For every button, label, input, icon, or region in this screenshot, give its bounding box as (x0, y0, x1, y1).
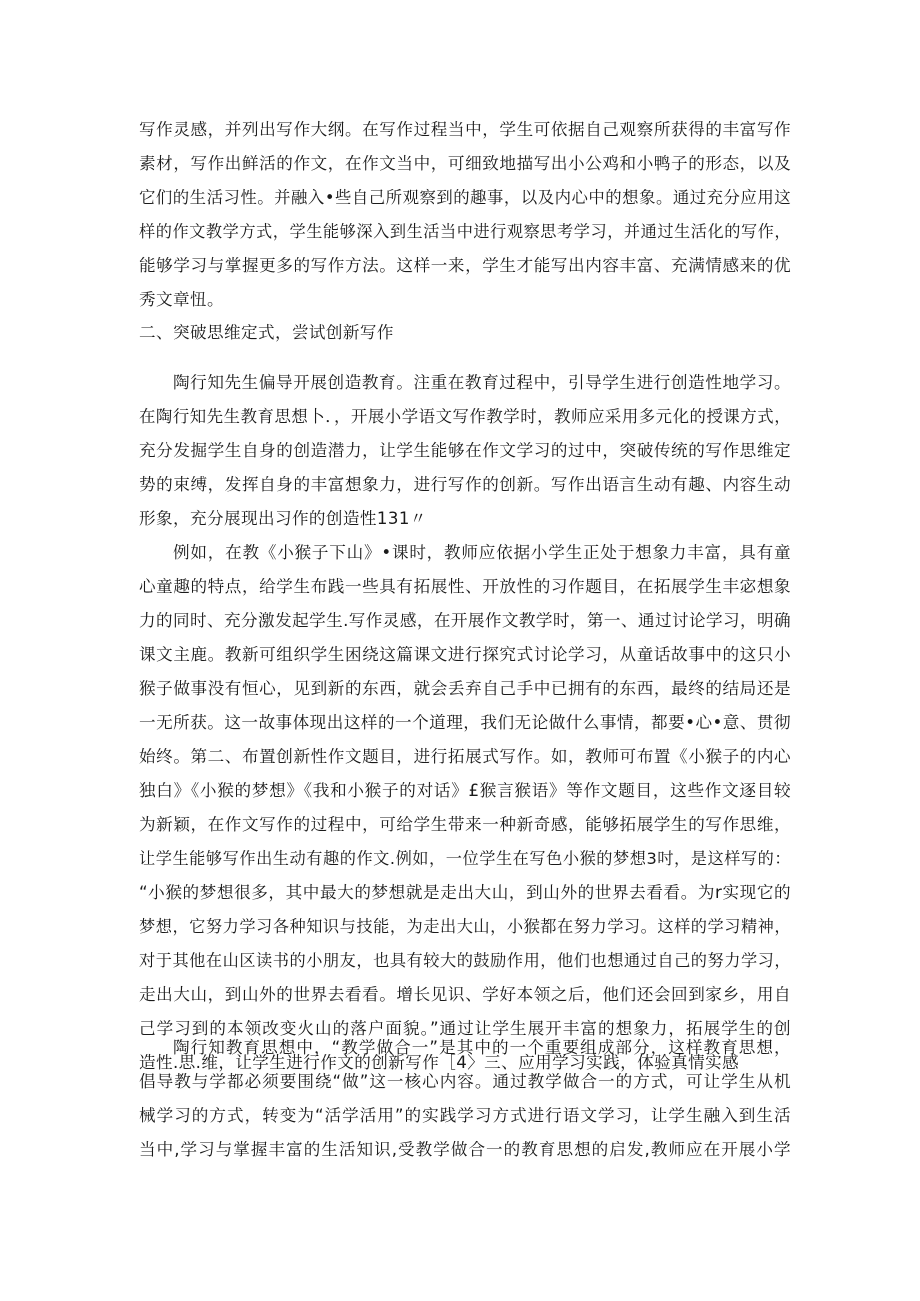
text-line: 势的束缚，发挥自身的丰富想象力，进行写作的创新。写作出语言生动有趣、内容生动 (139, 475, 791, 494)
text-line: 倡导教与学都必须要围绕“做”这一核心内容。通过教学做合一的方式，可让学生从机 (139, 1072, 791, 1091)
text-line: “小猴的梦想很多，其中最大的梦想就是走出大山，到山外的世界去看看。为r实现它的 (139, 883, 791, 902)
text-line: 独白》《小猴的梦想》《我和小猴子的对话》£猴言猴语》等作文题目，这些作文逐目较 (139, 781, 791, 800)
text-line: 梦想，它努力学习各种知识与技能，为走出大山，小猴都在努力学习。这样的学习精神， (139, 917, 791, 936)
text-line: 走出大山，到山外的世界去看看。增长见识、学好本领之后，他们还会回到家乡，用自 (139, 985, 791, 1004)
heading-text: 二、突破思维定式，尝试创新写作 (139, 323, 394, 342)
text-line: 样的作文教学方式，学生能够深入到生活当中进行观察思考学习，并通过生活化的写作， (139, 222, 791, 241)
paragraph-1 (139, 113, 791, 317)
text-line: 陶行知先生偏导开展创造教育。注重在教育过程中，引导学生进行创造性地学习。 (173, 373, 791, 392)
text-line: 充分发掘学生自身的创造潜力，让学生能够在作文学习的过中，突破传统的写作思维定 (139, 441, 791, 460)
text-line: 当中,学习与掌握丰富的生活知识,受教学做合一的教育思想的启发,教师应在开展小学 (139, 1140, 791, 1159)
section-heading (139, 316, 791, 350)
text-line: 形象，充分展现出习作的创造性131〃 (139, 509, 427, 528)
text-line: 对于其他在山区读书的小朋友，也具有较大的鼓励作用，他们也想通过自己的努力学习， (139, 951, 791, 970)
text-line: 心童趣的特点，给学生布践一些具有拓展性、开放性的习作题目，在拓展学生丰宓想象 (139, 577, 791, 596)
text-line: 械学习的方式，转变为“活学活用”的实践学习方式进行语文学习，让学生融入到生活 (139, 1106, 791, 1125)
paragraph-2 (139, 366, 791, 536)
text-line: 写作灵感，并列出写作大纲。在写作过程当中，学生可依据自己观察所获得的丰富写作 (139, 120, 791, 139)
text-line: 为新颖，在作文写作的过程中，可给学生带来一种新奇感，能够拓展学生的写作思维， (139, 815, 791, 834)
text-line: 秀文章忸。 (139, 290, 224, 309)
text-line: 课文主鹿。教新可组织学生困绕这篇课文进行探究式讨论学习，从童话故事中的这只小 (139, 645, 791, 664)
text-line: 能够学习与掌握更多的写作方法。这样一来，学生才能写出内容丰富、充满情感来的优 (139, 256, 791, 275)
text-line: 一无所获。这一故事体现出这样的一个道理，我们无论做什么事情，都要•心•意、贯彻 (139, 713, 791, 732)
text-line: 陶行知教育思想中，“教学做合一”是其中的一个重要组成部分，这样教育思想， (173, 1038, 791, 1057)
text-line: 例如，在教《小猴子下山》•课时，教师应依据小学生正处于想象力丰富，具有童 (173, 543, 791, 562)
text-line: 素材，写作出鲜活的作文，在作文当中，可细致地描写出小公鸡和小鸭子的形态，以及 (139, 154, 791, 173)
text-line: 己学习到的本领改变火山的落户面貌。”通过让学生展开丰富的想象力，拓展学生的创 (139, 1019, 791, 1038)
paragraph-3 (139, 536, 791, 1080)
text-line: 始终。第二、布置创新性作文题目，进行拓展式写作。如，教师可布置《小猴子的内心 (139, 747, 791, 766)
text-line: 它们的生活习性。并融入•些自己所观察到的趣事，以及内心中的想象。通过充分应用这 (139, 188, 791, 207)
text-line: 造性.思.维，让学生进行作文的创新写作［4〉三、应用学习实践，体验真情实感 (139, 1053, 740, 1072)
text-line: 力的同时、充分激发起学生.写作灵感，在开展作文教学时，第一、通过讨论学习，明确 (139, 611, 791, 630)
paragraph-4 (139, 1031, 791, 1167)
text-line: 让学生能够写作出生动有趣的作文.例如，一位学生在写色小猴的梦想3吋，是这样写的： (139, 849, 791, 868)
text-line: 猴子做事没有恒心，见到新的东西，就会丢弃自己手中已拥有的东西，最终的结局还是 (139, 679, 791, 698)
text-line: 在陶行知先生教育思想卜．，开展小学语文写作教学时，教师应采用多元化的授课方式， (139, 407, 791, 426)
